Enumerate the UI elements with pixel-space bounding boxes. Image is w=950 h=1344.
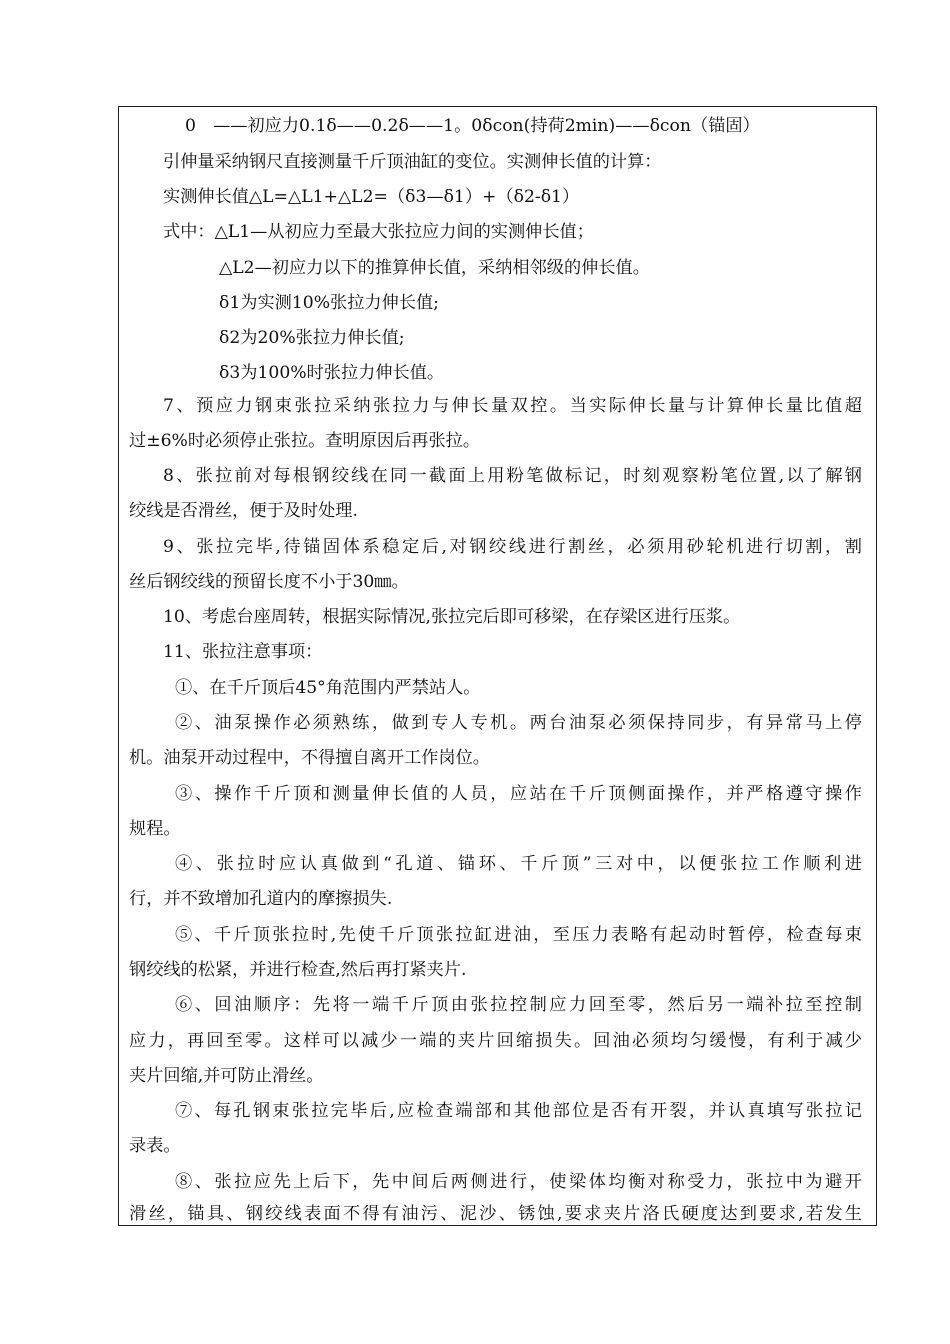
item-8-line-2: 滑丝，锚具、钢绞线表面不得有油污、泥沙、锈蚀,要求夹片洛氏硬度达到要求,若发生 [129,1204,862,1224]
paragraph-8-line-1: 8、张拉前对每根钢绞线在同一截面上用粉笔做标记，时刻观察粉笔位置,以了解钢 [163,466,862,486]
paragraph-7-line-1: 7、预应力钢束张拉采纳张拉力与伸长量双控。当实际伸长量与计算伸长量比值超 [163,396,862,416]
item-4-line-1: ④、张拉时应认真做到“孔道、锚环、千斤顶”三对中，以便张拉工作顺利进 [175,854,862,874]
item-5-line-2: 钢绞线的松紧，并进行检查,然后再打紧夹片. [129,960,467,980]
item-6-line-1: ⑥、回油顺序：先将一端千斤顶由张拉控制应力回至零，然后另一端补拉至控制 [175,995,862,1015]
item-6-line-2: 应力，再回至零。这样可以减少一端的夹片回缩损失。回油必须均匀缓慢，有利于减少 [129,1031,862,1051]
item-2-line-2: 机。油泵开动过程中，不得擅自离开工作岗位。 [129,748,490,768]
paragraph-9-line-2: 丝后钢绞线的预留长度不小于30㎜。 [129,572,409,592]
text-line: 引伸量采纳钢尺直接测量千斤顶油缸的变位。实测伸长值的计算： [163,152,662,172]
item-7-line-1: ⑦、每孔钢束张拉完毕后,应检查端部和其他部位是否有开裂，并认真填写张拉记 [175,1101,862,1121]
item-1: ①、在千斤顶后45°角范围内严禁站人。 [175,678,481,698]
paragraph-11-heading: 11、张拉注意事项： [163,642,323,662]
item-2-line-1: ②、油泵操作必须熟练，做到专人专机。两台油泵必须保持同步，有异常马上停 [175,713,862,733]
content-table-cell [118,106,877,1226]
item-3-line-1: ③、操作千斤顶和测量伸长值的人员，应站在千斤顶侧面操作，并严格遵守操作 [175,784,862,804]
item-7-line-2: 录表。 [129,1136,181,1156]
item-3-line-2: 规程。 [129,819,181,839]
paragraph-9-line-1: 9、张拉完毕,待锚固体系稳定后,对钢绞线进行割丝，必须用砂轮机进行切割，割 [163,537,862,557]
formula-line: 实测伸长值△L=△L1+△L2=（δ3—δ1）+（δ2-δ1） [163,187,580,207]
text-line: δ3为100%时张拉力伸长值。 [219,363,445,383]
paragraph-7-line-2: 过±6%时必须停止张拉。查明原因后再张拉。 [129,431,481,451]
text-line: δ2为20%张拉力伸长值; [219,328,405,348]
item-5-line-1: ⑤、千斤顶张拉时,先使千斤顶张拉缸进油，至压力表略有起动时暂停，检查每束 [175,925,862,945]
item-8-line-1: ⑧、张拉应先上后下，先中间后两侧进行，使梁体均衡对称受力，张拉中为避开 [175,1172,862,1192]
stress-sequence-line: 0 ——初应力0.1δ——0.2δ——1。0δcon(持荷2min)——δcon（锚固） [185,116,760,136]
text-line: δ1为实测10%张拉力伸长值; [219,293,439,313]
text-line: △L2—初应力以下的推算伸长值，采纳相邻级的伸长值。 [219,258,650,278]
item-6-line-3: 夹片回缩,并可防止滑丝。 [129,1066,324,1086]
text-line: 式中：△L1—从初应力至最大张拉应力间的实测伸长值； [163,222,594,242]
paragraph-8-line-2: 绞线是否滑丝，便于及时处理. [129,501,358,521]
item-4-line-2: 行，并不致增加孔道内的摩擦损失. [129,889,393,909]
paragraph-10: 10、考虑台座周转，根据实际情况,张拉完后即可移梁，在存梁区进行压浆。 [163,607,741,627]
